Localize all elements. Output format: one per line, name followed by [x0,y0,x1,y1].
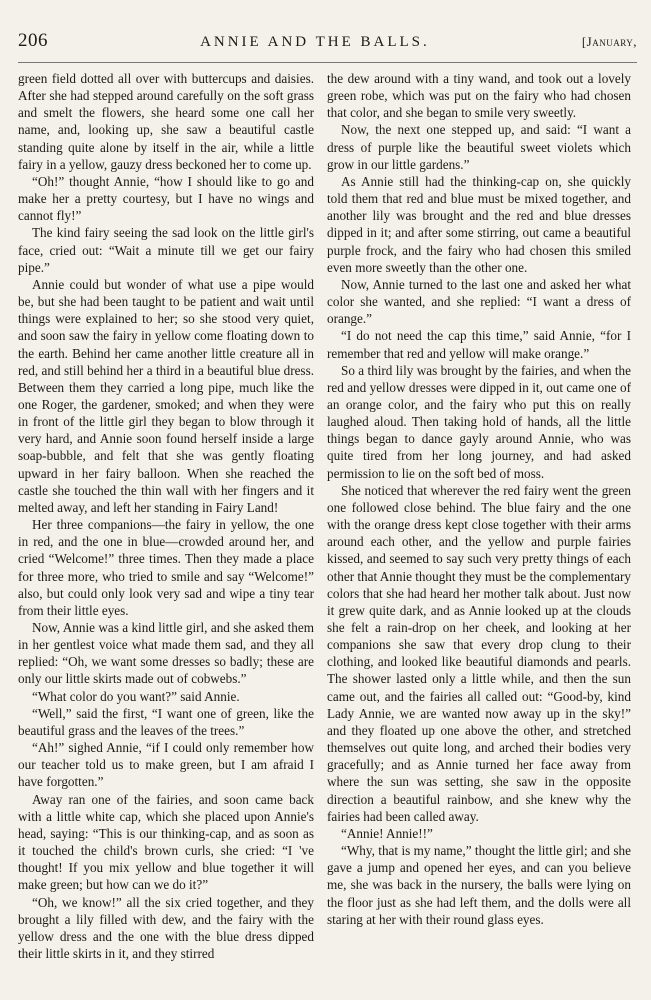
paragraph: “Oh!” thought Annie, “how I should like to go and make her a pretty courtesy, but I have no wings and cannot fly!” [18,173,314,224]
paragraph: The kind fairy seeing the sad look on the little girl's face, cried out: “Wait a minute till we get our fairy pipe.” [18,225,314,275]
page-header [18,30,637,54]
paragraph: Now, Annie turned to the last one and asked her what color she wanted, and she replied: “I want a dress of orange.” [327,276,631,327]
paragraph: “Oh, we know!” all the six cried together, and they brought a lily filled with dew, and the fairy with the yellow dress and the one with the blue dress dipped their little skirts in it, and they stirred [18,894,314,961]
paragraph: Her three companions—the fairy in yellow, the one in red, and the one in blue—crowded around her, and cried “Welcome!” three times. Then they made a place for three more, who tried to smile and say “Welcome!” also, but could only look very sad and wipe a tiny tear from their little eyes. [18,517,314,618]
right-column [327,70,631,928]
paragraph: Now, Annie was a kind little girl, and she asked them in her gentlest voice what made them sad, and they all replied: “Oh, we want some dresses so badly; these are only our little skirts made out of cobwebs.” [18,620,314,687]
paragraph: Annie could but wonder of what use a pipe would be, but she had been taught to be patient and wait until things were explained to her; so she stood very quiet, and soon saw the fairy in yellow come floating down to the earth. Behind her came another little creature all in red, and still behind her a third in a beautiful blue dress. Between them they carried a long pipe, much like the one Roger, the gardener, smoked; and when they were in front of the little girl they began to blow through it very hard, and Annie soon found herself inside a large soap-bubble, and felt that she was gently floating upward in her fairy balloon. When she reached the castle she touched the thin wall with her fingers and it melted away, and left her standing in Fairy Land! [18,276,314,515]
left-column [18,70,314,962]
paragraph: As Annie still had the thinking-cap on, she quickly told them that red and blue must be mixed together, and another lily was brought and the red and blue dresses dipped in it; and after some stirring, out came a beautiful purple frock, and the fairy who had chosen this smiled even more sweetly than the other one. [327,173,631,275]
paragraph: “I do not need the cap this time,” said Annie, “for I remember that red and yellow will make orange.” [327,328,631,361]
issue-month: [January, [581,34,637,49]
paragraph: So a third lily was brought by the fairies, and when the red and yellow dresses were dipped in it, out came one of an orange color, and the fairy who put this on really laughed aloud. Then taking hold of hands, all the little things began to dance gayly around Annie, who was quite tired from her long journey, and had asked permission to lie on the soft bed of moss. [327,362,631,481]
paragraph: Now, the next one stepped up, and said: “I want a dress of purple like the beautiful sweet violets which grow in our little gardens.” [327,122,631,172]
paragraph: Away ran one of the fairies, and soon came back with a little white cap, which she placed upon Annie's head, saying: “This is our thinking-cap, and as soon as it touched the child's brown curls, she cried: “I 've thought! If you mix yellow and blue together it will make green; but how can we do it?” [18,791,314,893]
paragraph: green field dotted all over with buttercups and daisies. After she had stepped around carefully on the soft grass and smelt the flowers, she heard some one call her name, and, looking up, she saw a beautiful castle standing quite alone by itself in the air, while a little fairy in a yellow, gauzy dress beckoned her to come up. [18,71,314,172]
paragraph: “Annie! Annie!!” [341,825,433,841]
running-title: ANNIE AND THE BALLS. [200,34,430,50]
paragraph: She noticed that wherever the red fairy went the green one followed close behind. The blue fairy and the one with the orange dress kept close together with their arms around each other, and the yellow and purple fairies kissed, and seemed to say such very pretty things of each other that Annie thought they must be the complementary colors that she had heard her mother talk about. Just now it grew quite dark, and as Annie looked up at the clouds she felt a rain-drop on her cheek, and looking at her companions she saw that every drop clung to their clothing, and looked like beautiful diamonds and pearls. The shower lasted only a little while, and then the sun came out, and the fairies all called out: “Good-by, kind Lady Annie, we are wanted now away up in the sky!” and they floated up one above the other, and stretched themselves out quite long, and arched their bodies very gracefully; and as Annie turned her face away from where the sun was setting, she saw in the opposite direction a beautiful rainbow, and she knew why the fairies had been called away. [327,482,631,824]
paragraph: “Ah!” sighed Annie, “if I could only remember how our teacher told us to make green, but I am afraid I have forgotten.” [18,740,314,790]
paragraph: “What color do you want?” said Annie. [32,688,240,704]
page-number: 206 [18,30,48,51]
paragraph: the dew around with a tiny wand, and took out a lovely green robe, which was put on the fairy who had chosen that color, and she began to smile very sweetly. [327,71,631,121]
paragraph: “Well,” said the first, “I want one of green, like the beautiful grass and the leaves of the trees.” [18,705,314,738]
paragraph: “Why, that is my name,” thought the little girl; and she gave a jump and opened her eyes, and can you believe me, she was back in the nursery, the balls were lying on the floor just as she had left them, and the dolls were all staring at her with their round glass eyes. [327,843,631,927]
header-rule [18,62,637,63]
